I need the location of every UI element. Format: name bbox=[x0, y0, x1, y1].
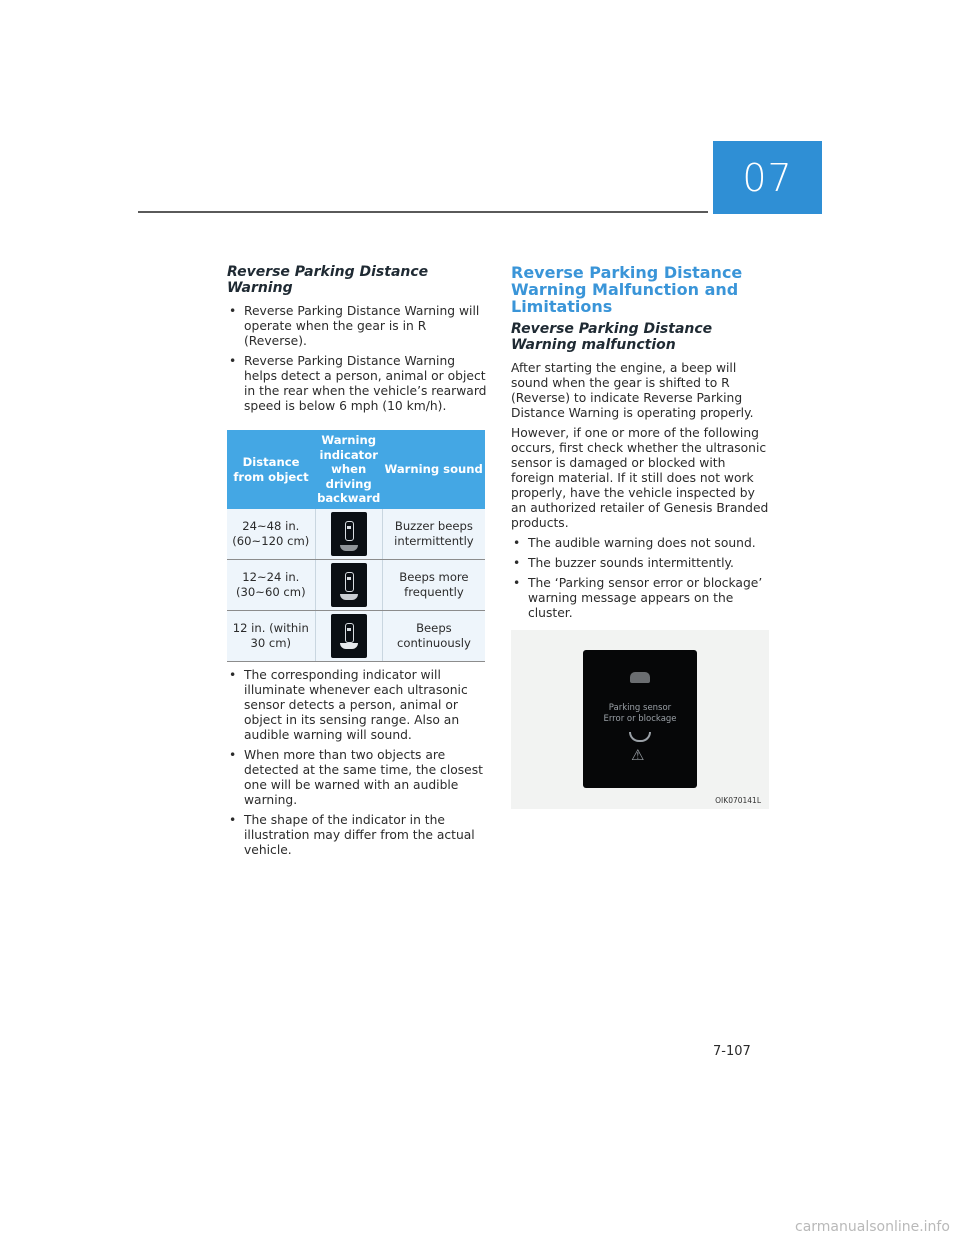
distance-cell: 24~48 in. (60~120 cm) bbox=[227, 509, 315, 560]
list-item: • Reverse Parking Distance Warning will operate when the gear is in R (Reverse). bbox=[229, 304, 480, 348]
table-header-row bbox=[227, 430, 485, 509]
cluster-figure bbox=[511, 630, 769, 809]
list-item: • The buzzer sounds intermittently. bbox=[513, 556, 734, 570]
rear-sensor-near-icon bbox=[331, 614, 367, 658]
bullet-list bbox=[227, 304, 489, 414]
list-item: • The corresponding indicator will illuminate whenever each ultrasonic sensor detects a person, animal or object in its sensing range. Also an audible warning will sound. bbox=[229, 668, 468, 742]
distance-cell: 12 in. (within 30 cm) bbox=[227, 611, 315, 662]
header-rule bbox=[138, 211, 708, 213]
right-column bbox=[511, 264, 771, 809]
table-row bbox=[227, 560, 485, 611]
chapter-tab: 07 bbox=[713, 141, 822, 214]
cluster-display bbox=[583, 650, 697, 788]
cluster-message-line2: Error or blockage bbox=[603, 714, 677, 724]
sensor-arc-icon bbox=[629, 732, 651, 742]
bullet-list bbox=[227, 668, 489, 858]
left-column bbox=[227, 264, 489, 863]
watermark: carmanualsonline.info bbox=[795, 1219, 950, 1235]
sound-cell: Buzzer beeps intermittently bbox=[382, 509, 485, 560]
list-item: • The audible warning does not sound. bbox=[513, 536, 756, 550]
warning-triangle-icon: ⚠ bbox=[631, 746, 645, 764]
table-row bbox=[227, 509, 485, 560]
list-item: • The shape of the indicator in the illustration may differ from the actual vehicle. bbox=[229, 813, 475, 857]
section-heading: Reverse Parking Distance Warning bbox=[227, 264, 429, 296]
indicator-cell bbox=[315, 611, 382, 662]
rear-sensor-mid-icon bbox=[331, 563, 367, 607]
list-item: • Reverse Parking Distance Warning helps detect a person, animal or object in the rear when the vehicle’s rearward speed is below 6 mph (10 km/h). bbox=[229, 354, 487, 413]
figure-code: OIK070141L bbox=[715, 796, 761, 805]
page-number: 7-107 bbox=[713, 1044, 751, 1059]
distance-cell: 12~24 in. (30~60 cm) bbox=[227, 560, 315, 611]
section-heading: Reverse Parking Distance Warning Malfunction and Limitations bbox=[511, 263, 743, 316]
rear-sensor-far-icon bbox=[331, 512, 367, 556]
paragraph: However, if one or more of the following occurs, first check whether the ultrasonic sensor is damaged or blocked with foreign material. If it still does not work properly, have the vehicle inspected by an authorized retailer of Genesis Branded products. bbox=[511, 426, 769, 530]
list-item: • The ‘Parking sensor error or blockage’ warning message appears on the cluster. bbox=[513, 576, 763, 620]
warning-table bbox=[227, 430, 485, 662]
bullet-list bbox=[511, 536, 771, 621]
paragraph: After starting the engine, a beep will sound when the gear is shifted to R (Reverse) to indicate Reverse Parking Distance Warning is operating properly. bbox=[511, 361, 754, 420]
car-icon bbox=[630, 672, 650, 683]
cluster-message-line1: Parking sensor bbox=[608, 703, 672, 713]
indicator-cell bbox=[315, 509, 382, 560]
table-row bbox=[227, 611, 485, 662]
sound-cell: Beeps more frequently bbox=[382, 560, 485, 611]
column-header: Warning indicator when driving backward bbox=[315, 430, 382, 509]
column-header: Distance from object bbox=[227, 430, 315, 509]
list-item: • When more than two objects are detected at the same time, the closest one will be warned with an audible warning. bbox=[229, 748, 483, 807]
indicator-cell bbox=[315, 560, 382, 611]
subsection-heading: Reverse Parking Distance Warning malfunction bbox=[511, 321, 713, 353]
sound-cell: Beeps continuously bbox=[382, 611, 485, 662]
column-header: Warning sound bbox=[382, 430, 485, 509]
